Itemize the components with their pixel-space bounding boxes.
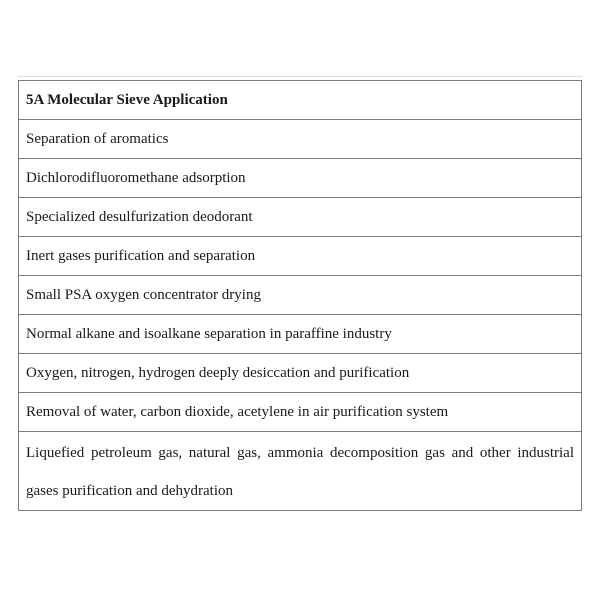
- table-header-row: [19, 81, 582, 120]
- table-cell: Separation of aromatics: [19, 120, 582, 159]
- table-cell: Inert gases purification and separation: [19, 237, 582, 276]
- table-row: [19, 159, 582, 198]
- top-divider-line: [18, 76, 582, 77]
- table-cell: Small PSA oxygen concentrator drying: [19, 276, 582, 315]
- table-row: [19, 315, 582, 354]
- table-row: [19, 432, 582, 511]
- table-row: [19, 276, 582, 315]
- table-row: [19, 198, 582, 237]
- table-header-cell: 5A Molecular Sieve Application: [19, 81, 582, 120]
- table-row: [19, 120, 582, 159]
- table-cell: Removal of water, carbon dioxide, acetylene in air purification system: [19, 393, 582, 432]
- table-cell: Normal alkane and isoalkane separation in paraffine industry: [19, 315, 582, 354]
- table-cell: Liquefied petroleum gas, natural gas, ammonia decomposition gas and other industrial gases purification and dehydration: [19, 432, 582, 511]
- table-row: [19, 393, 582, 432]
- table-cell: Specialized desulfurization deodorant: [19, 198, 582, 237]
- table-cell: Dichlorodifluoromethane adsorption: [19, 159, 582, 198]
- application-table: [18, 80, 582, 511]
- table-row: [19, 354, 582, 393]
- table-cell: Oxygen, nitrogen, hydrogen deeply desiccation and purification: [19, 354, 582, 393]
- table-row: [19, 237, 582, 276]
